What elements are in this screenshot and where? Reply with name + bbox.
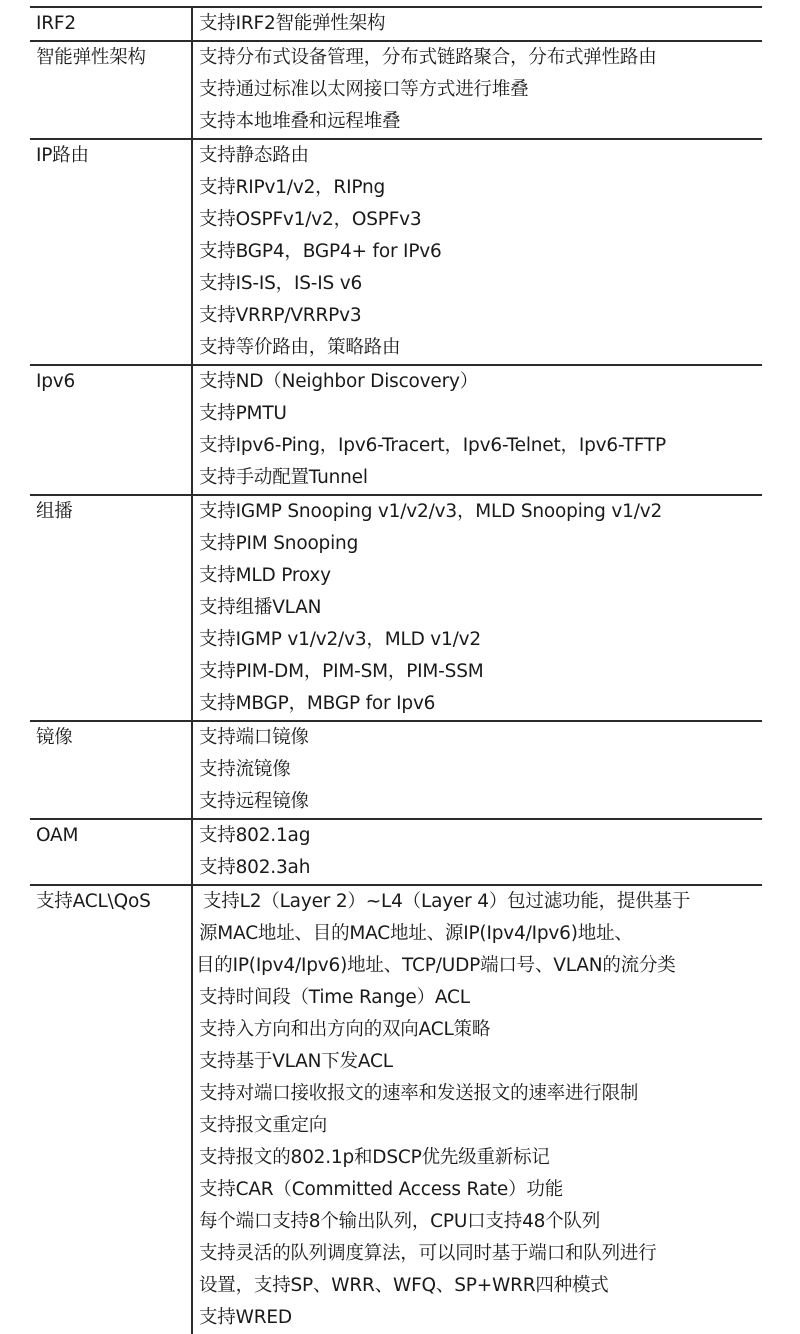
category-cell: [30, 41, 192, 139]
category-cell: [30, 7, 192, 41]
feature-line: 每个端口支持8个输出队列，CPU口支持48个队列: [199, 1211, 601, 1232]
description-cell: [192, 7, 762, 41]
table-row: [30, 139, 762, 365]
feature-line: 支持CAR（Committed Access Rate）功能: [199, 1179, 563, 1200]
feature-line: 支持PIM Snooping: [199, 533, 359, 554]
feature-line: 支持手动配置Tunnel: [199, 467, 368, 488]
category-label: 支持ACL\QoS: [36, 891, 151, 912]
description-cell: [192, 139, 762, 365]
category-cell: [30, 495, 192, 721]
table-row: [30, 885, 762, 1334]
table-row: [30, 495, 762, 721]
category-label: 镜像: [36, 727, 73, 748]
feature-line: 支持等价路由，策略路由: [199, 337, 401, 358]
feature-line: 支持IS-IS，IS-IS v6: [199, 273, 363, 294]
spec-table: [30, 6, 762, 1334]
feature-line: 支持WRED: [199, 1307, 292, 1328]
feature-line: 支持端口镜像: [199, 727, 309, 748]
feature-line: 支持时间段（Time Range）ACL: [199, 987, 470, 1008]
description-cell: [192, 885, 762, 1334]
category-cell: [30, 139, 192, 365]
category-label: Ipv6: [36, 371, 76, 392]
category-cell: [30, 365, 192, 495]
feature-line: 支持IRF2智能弹性架构: [199, 13, 386, 34]
feature-line: 支持基于VLAN下发ACL: [199, 1051, 393, 1072]
feature-line: 支持分布式设备管理，分布式链路聚合，分布式弹性路由: [199, 47, 657, 68]
feature-line: 支持Ipv6-Ping，Ipv6-Tracert，Ipv6-Telnet，Ipv6-TFTP: [199, 435, 666, 456]
table-row: [30, 721, 762, 819]
feature-line: 支持IGMP v1/v2/v3，MLD v1/v2: [199, 629, 481, 650]
feature-line: 支持L2（Layer 2）~L4（Layer 4）包过滤功能，提供基于: [203, 891, 691, 912]
category-label: OAM: [36, 825, 79, 846]
feature-line: 支持流镜像: [199, 759, 291, 780]
description-cell: [192, 721, 762, 819]
feature-line: 支持远程镜像: [199, 791, 309, 812]
category-label: 智能弹性架构: [36, 47, 146, 68]
table-row: [30, 365, 762, 495]
feature-line: 支持ND（Neighbor Discovery）: [199, 371, 479, 392]
feature-line: 支持入方向和出方向的双向ACL策略: [199, 1019, 491, 1040]
feature-line: 支持灵活的队列调度算法，可以同时基于端口和队列进行: [199, 1243, 657, 1264]
category-cell: [30, 721, 192, 819]
category-label: IRF2: [36, 13, 76, 34]
feature-line: 支持802.3ah: [199, 857, 311, 878]
description-cell: [192, 365, 762, 495]
feature-line: 支持OSPFv1/v2，OSPFv3: [199, 209, 422, 230]
feature-line: 支持IGMP Snooping v1/v2/v3，MLD Snooping v1/v2: [199, 501, 663, 522]
description-cell: [192, 41, 762, 139]
feature-line: 支持静态路由: [199, 145, 309, 166]
feature-line: 支持组播VLAN: [199, 597, 322, 618]
description-cell: [192, 495, 762, 721]
feature-line: 支持PIM-DM，PIM-SM，PIM-SSM: [199, 661, 484, 682]
table-row: [30, 819, 762, 885]
table-row: [30, 7, 762, 41]
feature-line: 支持报文重定向: [199, 1115, 328, 1136]
feature-line: 支持RIPv1/v2，RIPng: [199, 177, 386, 198]
table-row: [30, 41, 762, 139]
feature-line: 支持VRRP/VRRPv3: [199, 305, 362, 326]
feature-line: 支持通过标准以太网接口等方式进行堆叠: [199, 79, 529, 100]
feature-line: 支持MLD Proxy: [199, 565, 331, 586]
feature-line: 支持802.1ag: [199, 825, 311, 846]
category-cell: [30, 885, 192, 1334]
feature-line: 支持BGP4，BGP4+ for IPv6: [199, 241, 442, 262]
feature-line: 目的IP(Ipv4/Ipv6)地址、TCP/UDP端口号、VLAN的流分类: [196, 955, 676, 976]
feature-line: 支持MBGP，MBGP for Ipv6: [199, 693, 436, 714]
feature-line: 支持报文的802.1p和DSCP优先级重新标记: [199, 1147, 550, 1168]
category-cell: [30, 819, 192, 885]
feature-line: 支持本地堆叠和远程堆叠: [199, 111, 401, 132]
category-label: 组播: [36, 501, 73, 522]
feature-line: 支持对端口接收报文的速率和发送报文的速率进行限制: [199, 1083, 639, 1104]
category-label: IP路由: [36, 145, 89, 166]
description-cell: [192, 819, 762, 885]
feature-line: 支持PMTU: [199, 403, 287, 424]
feature-line: 设置，支持SP、WRR、WFQ、SP+WRR四种模式: [199, 1275, 609, 1296]
feature-line: 源MAC地址、目的MAC地址、源IP(Ipv4/Ipv6)地址、: [199, 923, 633, 944]
